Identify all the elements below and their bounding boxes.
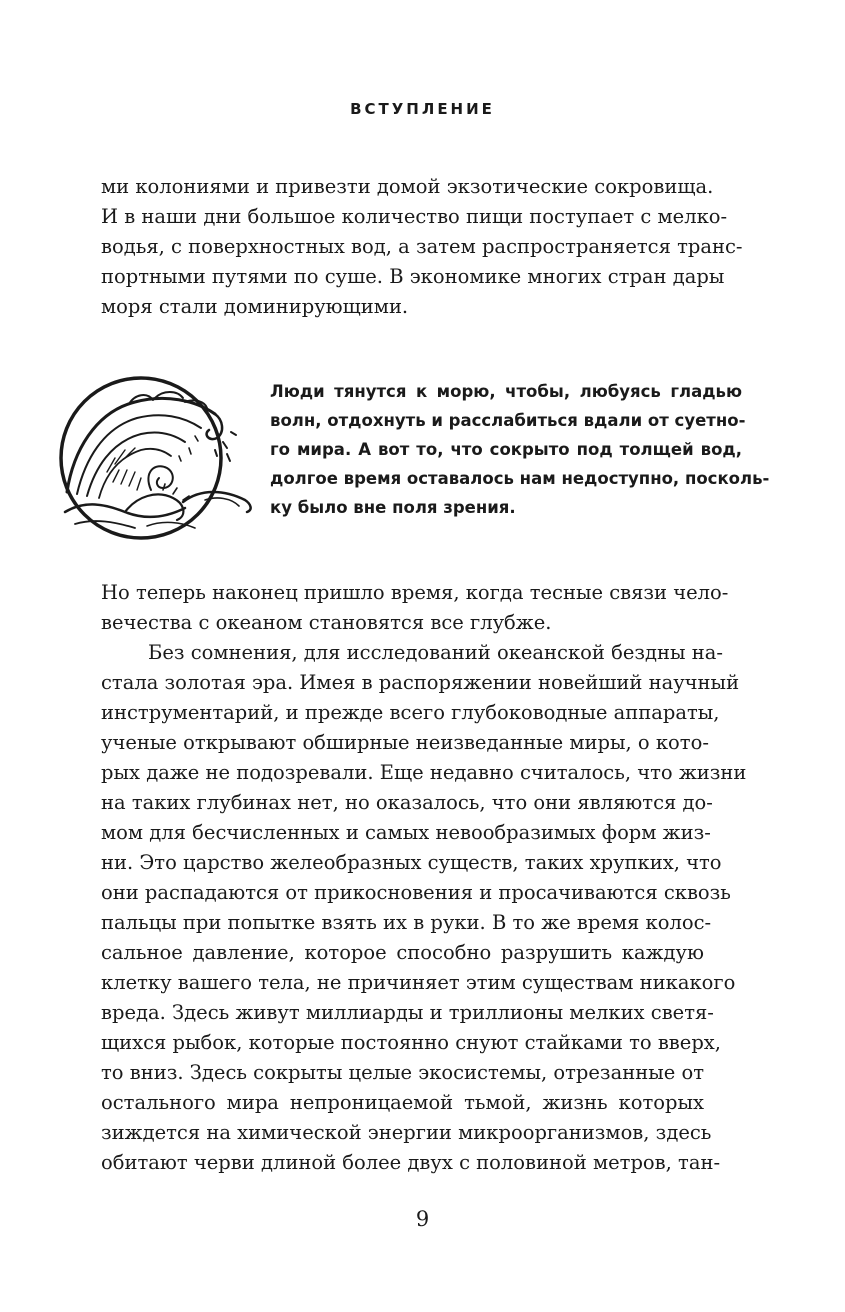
text-line: моря стали доминирующими. bbox=[101, 295, 409, 318]
text-line: портными путями по суше. В экономике многих стран дары bbox=[101, 265, 725, 288]
text-line: ми колониями и привезти домой экзотические сокровища. bbox=[101, 175, 714, 198]
text-line: остального мира непроницаемой тьмой, жизнь которых bbox=[101, 1091, 704, 1114]
text-line: клетку вашего тела, не причиняет этим существам никакого bbox=[101, 971, 736, 994]
text-line: на таких глубинах нет, но оказалось, что они являются до- bbox=[101, 791, 713, 814]
text-line: Без сомнения, для исследований океанской бездны на- bbox=[148, 641, 723, 664]
text-line: И в наши дни большое количество пищи поступает с мелко- bbox=[101, 205, 728, 228]
page-number: 9 bbox=[415, 1207, 430, 1231]
text-line: вреда. Здесь живут миллиарды и триллионы мелких светя- bbox=[101, 1001, 714, 1024]
quote-line: волн, отдохнуть и расслабиться вдали от суетно- bbox=[270, 411, 746, 430]
text-line: стала золотая эра. Имея в распоряжении новейший научный bbox=[101, 671, 740, 694]
text-line: обитают черви длиной более двух с половиной метров, тан- bbox=[101, 1151, 721, 1174]
text-line: вечества с океаном становятся все глубже. bbox=[101, 611, 552, 634]
text-line: ученые открывают обширные неизведанные миры, о кото- bbox=[101, 731, 709, 754]
text-line: пальцы при попытке взять их в руки. В то же время колос- bbox=[101, 911, 712, 934]
quote-line: Люди тянутся к морю, чтобы, любуясь гладью bbox=[270, 382, 742, 401]
text-line: водья, с поверхностных вод, а затем распространяется транс- bbox=[101, 235, 743, 258]
great-wave-icon bbox=[55, 372, 255, 547]
text-line: рых даже не подозревали. Еще недавно считалось, что жизни bbox=[101, 761, 747, 784]
text-line: они распадаются от прикосновения и просачиваются сквозь bbox=[101, 881, 731, 904]
text-line: инструментарий, и прежде всего глубоководные аппараты, bbox=[101, 701, 720, 724]
text-line: мом для бесчисленных и самых невообразимых форм жиз- bbox=[101, 821, 711, 844]
text-line: сальное давление, которое способно разрушить каждую bbox=[101, 941, 704, 964]
text-line: щихся рыбок, которые постоянно снуют стайками то вверх, bbox=[101, 1031, 721, 1054]
quote-line: ку было вне поля зрения. bbox=[270, 498, 516, 517]
text-line: Но теперь наконец пришло время, когда тесные связи чело- bbox=[101, 581, 729, 604]
quote-line: го мира. А вот то, что сокрыто под толщей вод, bbox=[270, 440, 742, 459]
text-line: ни. Это царство желеобразных существ, таких хрупких, что bbox=[101, 851, 722, 874]
running-head: ВСТУПЛЕНИЕ bbox=[350, 100, 495, 118]
text-line: зиждется на химической энергии микроорганизмов, здесь bbox=[101, 1121, 712, 1144]
text-line: то вниз. Здесь сокрыты целые экосистемы, отрезанные от bbox=[101, 1061, 704, 1084]
quote-line: долгое время оставалось нам недоступно, посколь- bbox=[270, 469, 770, 488]
